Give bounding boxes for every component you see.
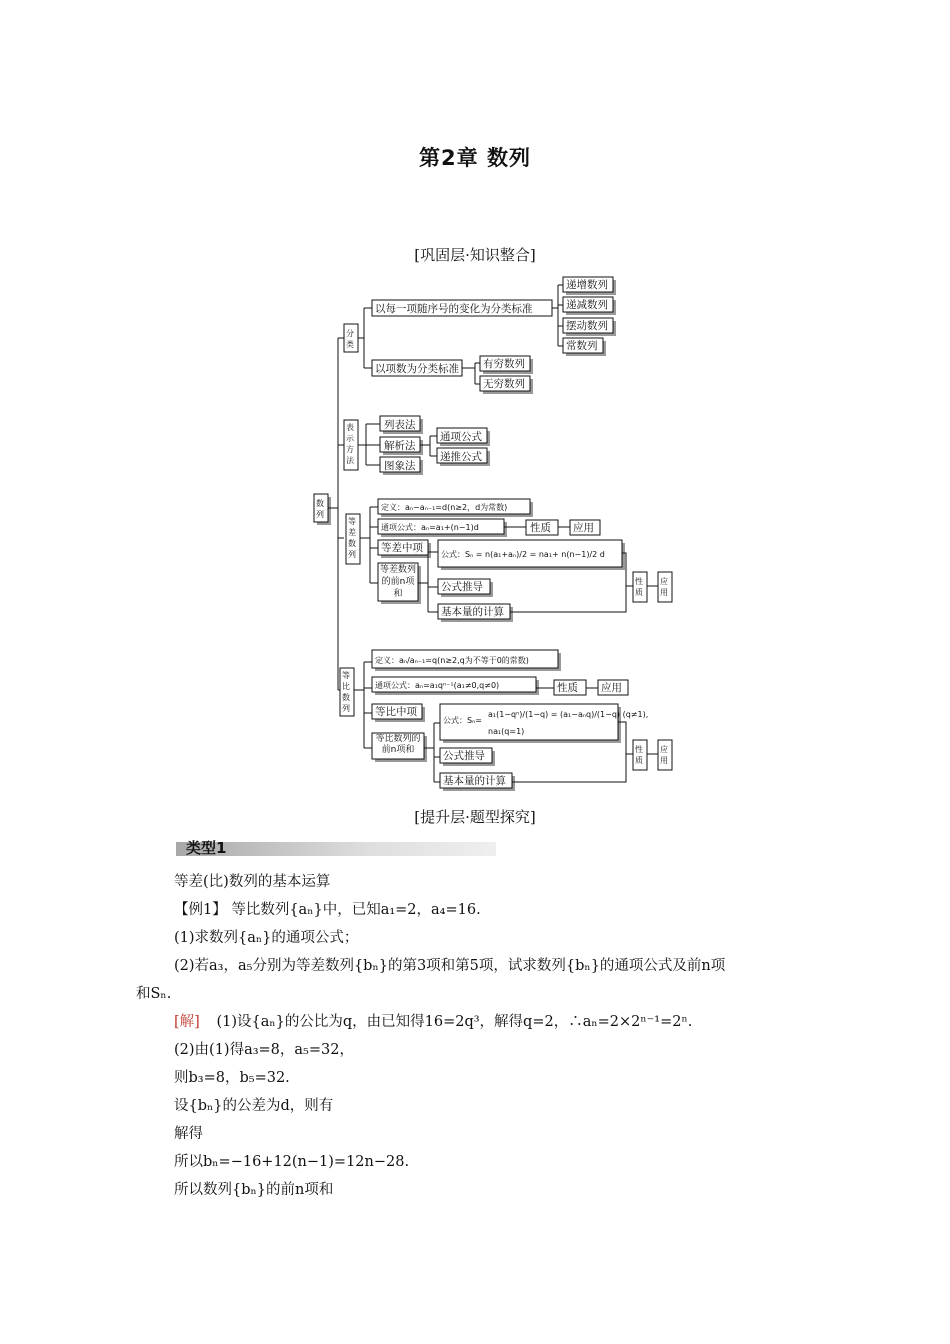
geo-formula-lead: 公式：Sₙ=: [443, 716, 482, 725]
item-finite: 有穷数列: [483, 358, 525, 370]
example-line: 【例1】 等比数列{aₙ}中，已知a₁=2，a₄=16.: [174, 902, 481, 918]
geo-general: 通项公式：aₙ=a₁qⁿ⁻¹(a₁≠0,q≠0): [375, 681, 500, 690]
item-oscillating: 摆动数列: [566, 320, 608, 332]
geo-sum-property: 性质: [635, 745, 643, 765]
arith-sum-property: 性质: [635, 577, 643, 597]
section-heading-2: [提升层·题型探究]: [414, 808, 536, 826]
monotonic-items: [563, 277, 616, 356]
classify-by-index: 以每一项随序号的变化为分类标准: [375, 303, 533, 315]
arith-sum-formula: 公式：Sₙ = n(a₁+aₙ)/2 = na₁+ n(n−1)/2 d: [441, 550, 605, 559]
arith-derivation: 公式推导: [441, 581, 483, 593]
arith-computation: 基本量的计算: [441, 606, 504, 618]
geo-computation: 基本量的计算: [443, 775, 506, 787]
classify-by-count: 以项数为分类标准: [375, 363, 459, 375]
solution-3: 则b₃=8，b₅=32.: [174, 1070, 290, 1086]
arith-definition: 定义：aₙ−aₙ₋₁=d(n≥2，d为常数): [381, 503, 508, 512]
arith-general: 通项公式：aₙ=a₁+(n−1)d: [381, 523, 479, 532]
group-geometric: 等比数列: [342, 671, 350, 713]
item-increasing: 递增数列: [566, 279, 608, 291]
knowledge-diagram: [300, 270, 680, 800]
arith-application: 应用: [573, 522, 594, 534]
page-title: 第2章 数列: [419, 146, 531, 170]
solution-7: 所以数列{bₙ}的前n项和: [174, 1182, 334, 1198]
method-graph: 图象法: [384, 460, 416, 472]
solution-1: [174, 1010, 692, 1031]
arith-mean: 等差中项: [381, 542, 423, 554]
geo-property: 性质: [557, 682, 578, 694]
type-badge: [176, 838, 496, 860]
type-badge-label: 类型1: [186, 839, 227, 857]
topic-line: 等差(比)数列的基本运算: [174, 874, 331, 890]
question-2-cont: 和Sₙ.: [136, 986, 172, 1002]
solution-mark: [解]: [174, 1014, 200, 1030]
item-infinite: 无穷数列: [483, 378, 525, 390]
solution-6: 所以bₙ=−16+12(n−1)=12n−28.: [174, 1154, 410, 1170]
geo-derivation: 公式推导: [443, 750, 485, 762]
geo-sum: 等比数列的前n项和: [375, 734, 421, 755]
geo-sum-application: 应用: [660, 745, 668, 765]
question-1: (1)求数列{aₙ}的通项公式；: [174, 930, 359, 946]
solution-5: 解得: [174, 1126, 203, 1142]
method-analytic: 解析法: [384, 440, 416, 452]
group-arithmetic: 等差数列: [348, 517, 356, 559]
geo-formula-case2: na₁(q=1): [488, 727, 525, 736]
section-heading-1: [巩固层·知识整合]: [414, 246, 536, 264]
item-constant: 常数列: [566, 340, 598, 352]
arith-sum: 等差数列的前n项和: [379, 565, 416, 599]
geo-formula-case1: a₁(1−qⁿ)/(1−q) = (a₁−aₙq)/(1−q) (q≠1),: [488, 710, 649, 719]
geo-definition: 定义：aₙ/aₙ₋₁=q(n≥2,q为不等于0的常数): [375, 656, 529, 665]
root-label: 数列: [316, 499, 324, 519]
general-formula: 通项公式: [440, 431, 482, 443]
group-representation: 表示方法: [346, 423, 354, 465]
item-decreasing: 递减数列: [566, 299, 608, 311]
arith-sum-application: 应用: [660, 577, 668, 597]
arith-property: 性质: [530, 522, 551, 534]
solution-2: (2)由(1)得a₃=8，a₅=32，: [174, 1042, 354, 1058]
geo-application: 应用: [601, 682, 622, 694]
geo-mean: 等比中项: [375, 706, 417, 718]
method-table: 列表法: [384, 419, 416, 431]
question-2: (2)若a₃，a₅分别为等差数列{bₙ}的第3项和第5项，试求数列{bₙ}的通项公式及前n项: [174, 958, 726, 974]
solution-4: 设{bₙ}的公差为d，则有: [174, 1098, 334, 1114]
recursive-formula: 递推公式: [440, 451, 482, 463]
group-classification: 分类: [346, 329, 354, 349]
solution-1-text: (1)设{aₙ}的公比为q，由已知得16=2q³，解得q=2，∴aₙ=2×2ⁿ⁻¹=2ⁿ.: [216, 1014, 693, 1030]
